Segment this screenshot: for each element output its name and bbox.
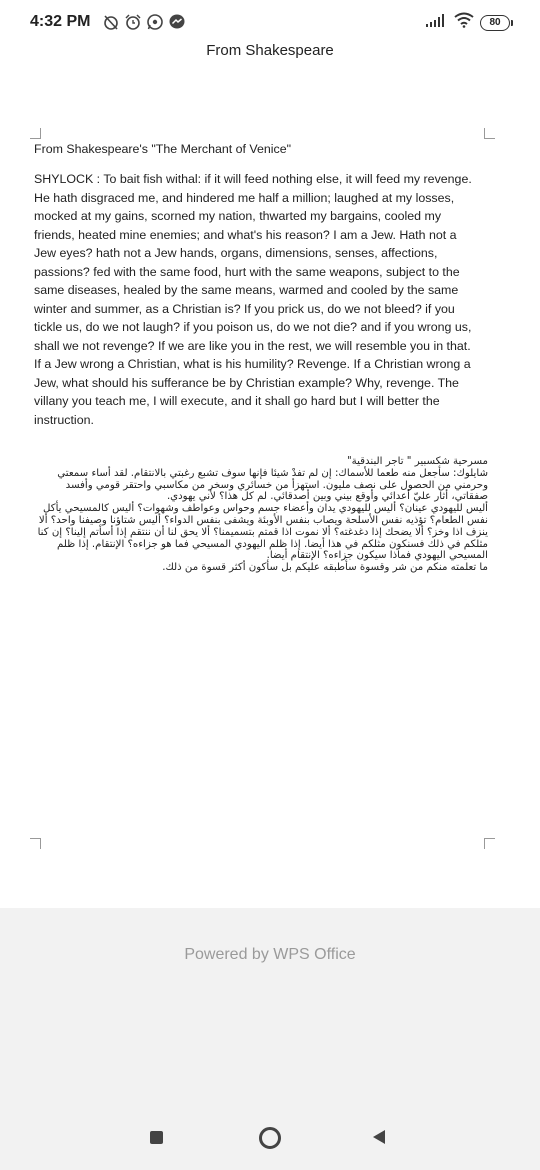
page-title: From Shakespeare [206, 42, 334, 59]
messenger-icon [168, 13, 186, 31]
wifi-icon [454, 12, 474, 33]
whatsapp-icon [146, 13, 164, 31]
page-corner-mark [30, 128, 41, 139]
status-bar [0, 0, 540, 44]
arabic-paragraph: أليس لليهودي عينان؟ أليس لليهودي يدان وأعضاء جسم وحواس وعواطف وشهوات؟ أليس كالمسيحي يأكل نفس الطعام؟ تؤذيه نفس الأسلحة ويصاب بنفس الأوبئة ويشفى بنفس الدواء؟ أليس شتاؤنا وصيفنا واحد؟ ألا ينزف اذا وخز؟ ألا يضحك إذا دغدغته؟ ألا نموت اذا قمتم بتسميمنا؟ ألا يحق لنا أن ننتقم إذا أسأتم إلينا؟ إن كنا مثلكم في ذلك فسنكون مثلكم في هذا أيضا. إذا ظلم اليهودي المسيحي فما هو جزاءه؟ الإنتقام. إذا ظلم المسيحي اليهودي فماذا سيكون جزاءه؟ الإنتقام أيضا. [37, 503, 488, 562]
back-button[interactable] [372, 1129, 386, 1150]
footer [0, 908, 540, 1128]
page-corner-mark [484, 128, 495, 139]
arabic-passage [34, 456, 488, 574]
document-heading: From Shakespeare's "The Merchant of Venice" [34, 142, 292, 156]
speaker-name: SHYLOCK [34, 172, 94, 186]
notification-icons [102, 12, 186, 32]
alarm-off-icon [102, 13, 120, 31]
english-passage [34, 170, 474, 429]
home-button[interactable] [259, 1127, 281, 1149]
battery-indicator: 80 [480, 15, 510, 31]
signal-icon [426, 13, 448, 32]
alarm-icon [124, 13, 142, 31]
page-corner-mark [30, 838, 41, 849]
system-status [426, 12, 510, 33]
status-time: 4:32 PM [30, 13, 91, 30]
recents-button[interactable] [150, 1131, 163, 1144]
arabic-title: مسرحية شكسبير " تاجر البندقية" [346, 456, 488, 467]
page-corner-mark [484, 838, 495, 849]
arabic-paragraph: ما تعلمته منكم من شر وقسوة سأطبقه عليكم بل سأكون أكثر قسوة من ذلك. [162, 562, 488, 574]
powered-by-label: Powered by WPS Office [184, 946, 356, 963]
document-page[interactable] [34, 140, 488, 574]
arabic-paragraph: شايلوك: سأجعل منه طعما للأسماك: إن لم تفدْ شيئا فإنها سوف تشبع رغبتي بالانتقام. لقد أساء سمعتي وحرمني من الحصول على نصف مليون. استهزأ من خسائري وسخر من مكاسبي واحتقر قومي وأفسد صفقاتي، أثار عليّ أعدائي وأوقع بيني وبين أصدقائي. لم كل هذا؟ لأني يهودي. [57, 467, 488, 503]
english-text: : To bait fish withal: if it will feed nothing else, it will feed my revenge. He hath disgraced me, and hindered me half a million; laughed at my losses, mocked at my gains, scorned my nation, thwarted my bargains, cooled my friends, heated mine enemies; and what's his reason? I am a Jew. Hath not a Jew eyes? hath not a Jew hands, organs, dimensions, senses, affections, passions? fed with the same food, hurt with the same weapons, subject to the same diseases, healed by the same means, warmed and cooled by the same winter and summer, as a Christian is? If you prick us, do we not bleed? if you tickle us, do we not laugh? if you poison us, do we not die? and if you wrong us, shall we not revenge? If we are like you in the rest, we will resemble you in that. If a Jew wrong a Christian, what is his humility? Revenge. If a Christian wrong a Jew, what should his sufferance be by Christian example? Why, revenge. The villany you teach me, I will execute, and it shall go hard but I will better the instruction. [34, 172, 472, 427]
navigation-bar [0, 1128, 540, 1170]
